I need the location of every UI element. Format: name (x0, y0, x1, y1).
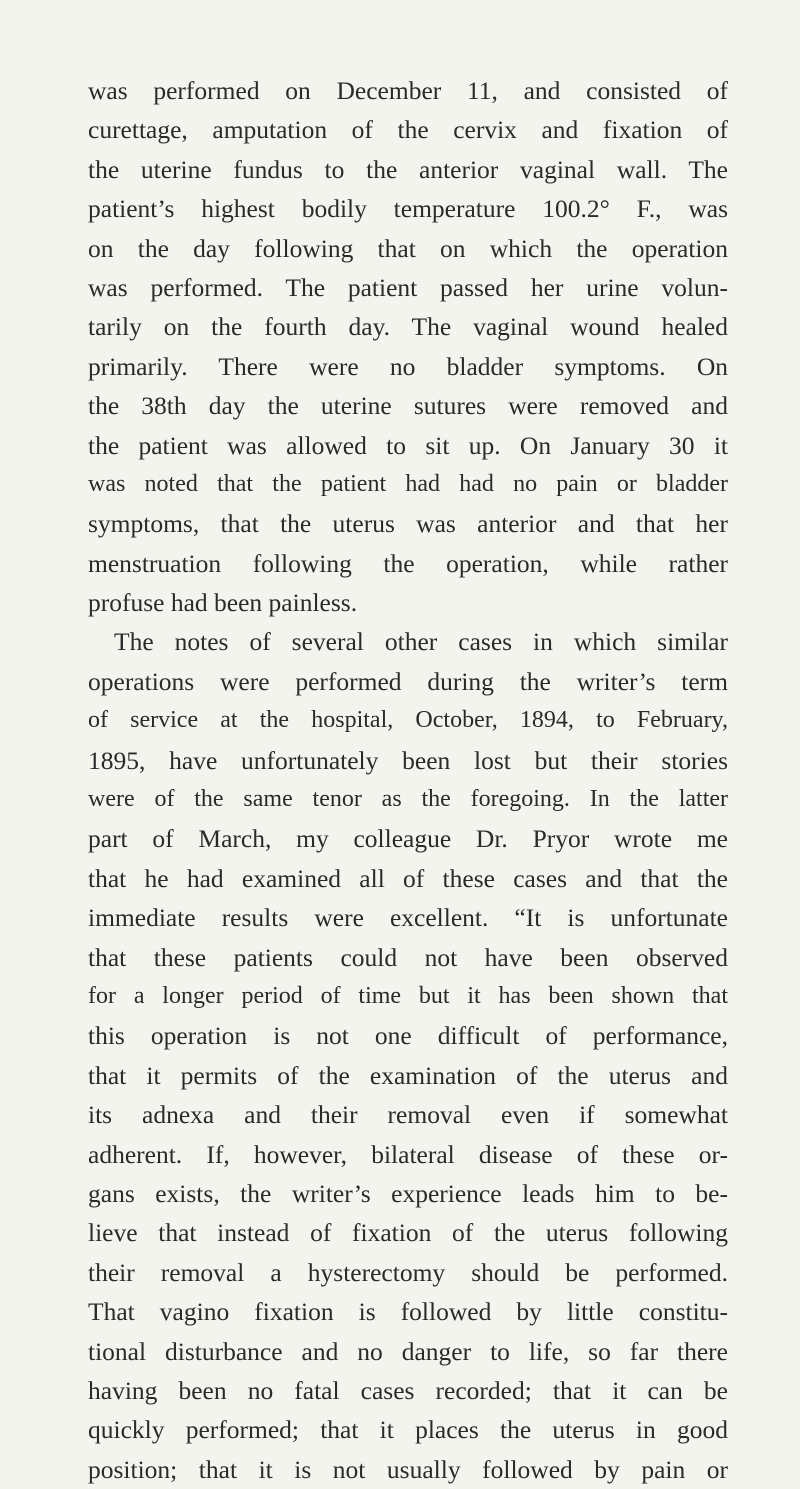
text-line: the uterine fundus to the anterior vaginal wall. The (88, 154, 728, 184)
text-line: 1895, have unfortunately been lost but their stories (88, 745, 728, 775)
text-line: quickly performed; that it places the uterus in good (88, 1415, 728, 1445)
text-line: that it permits of the examination of the uterus and (88, 1060, 728, 1090)
text-line: were of the same tenor as the foregoing. In the latter (88, 786, 728, 813)
text-line: part of March, my colleague Dr. Pryor wrote me (88, 824, 728, 854)
text-line: That vagino fixation is followed by little constitu- (88, 1297, 728, 1327)
paragraph-end-line: profuse had been painless. (88, 588, 358, 618)
text-line: was performed on December 11, and consisted of (88, 76, 728, 105)
text-line: their removal a hysterectomy should be performed. (88, 1257, 728, 1287)
text-line: menstruation following the operation, while rather (88, 548, 728, 578)
text-line: was noted that the patient had had no pain or bladder (88, 470, 728, 497)
text-line: of service at the hospital, October, 1894, to February, (88, 707, 728, 734)
text-line: gans exists, the writer’s experience leads him to be- (88, 1178, 728, 1208)
text-line: lieve that instead of fixation of the uterus following (88, 1218, 728, 1248)
text-line: immediate results were excellent. “It is unfortunate (88, 903, 728, 933)
text-line: on the day following that on which the operation (88, 233, 728, 263)
body-text (88, 71, 728, 1489)
text-line: the 38th day the uterine sutures were removed and (88, 391, 728, 421)
text-line: curettage, amputation of the cervix and fixation of (88, 115, 728, 145)
text-line: symptoms, that the uterus was anterior and that her (88, 509, 728, 539)
text-line: patient’s highest bodily temperature 100.2° F., was (88, 194, 728, 224)
text-line: adherent. If, however, bilateral disease of these or- (88, 1139, 728, 1169)
paragraph-start-line: The notes of several other cases in which similar (114, 627, 728, 657)
text-line: tarily on the fourth day. The vaginal wound healed (88, 312, 728, 342)
text-line: this operation is not one difficult of performance, (88, 1021, 728, 1051)
text-line: the patient was allowed to sit up. On January 30 it (88, 430, 728, 460)
text-line: was performed. The patient passed her urine volun- (88, 272, 728, 302)
text-line: operations were performed during the writer’s term (88, 666, 728, 696)
text-line: position; that it is not usually followed by pain or (88, 1454, 728, 1484)
text-line: having been no fatal cases recorded; that it can be (88, 1375, 728, 1405)
text-line: that these patients could not have been observed (88, 942, 728, 972)
text-line: primarily. There were no bladder symptoms. On (88, 351, 728, 381)
text-line: that he had examined all of these cases and that the (88, 863, 728, 893)
text-line: for a longer period of time but it has been shown that (88, 982, 728, 1009)
text-line: tional disturbance and no danger to life, so far there (88, 1336, 728, 1366)
text-line: its adnexa and their removal even if somewhat (88, 1100, 728, 1130)
